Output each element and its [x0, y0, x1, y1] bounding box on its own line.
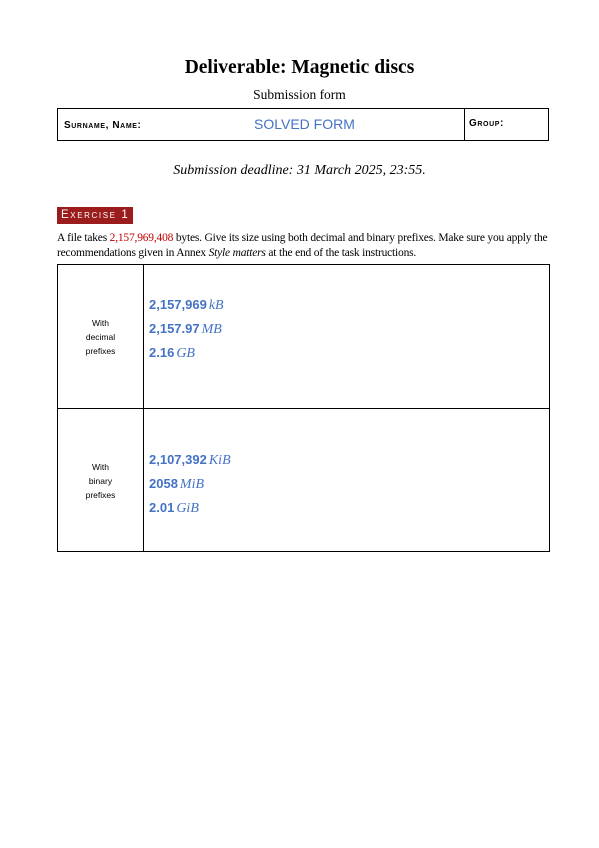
- annex-reference: Style matters: [208, 246, 266, 259]
- answer-table: [57, 264, 550, 552]
- statement-text-start: A file takes: [57, 232, 110, 244]
- document-subtitle: Submission form: [253, 87, 346, 102]
- answer-mb: [149, 317, 224, 341]
- answer-number: 2,107,392: [149, 452, 207, 467]
- label-line: prefixes: [85, 489, 116, 500]
- label-line: prefixes: [85, 345, 116, 356]
- byte-count-value: 2,157,969,408: [109, 232, 174, 244]
- answer-kb: [149, 293, 224, 317]
- binary-prefixes-label: [71, 460, 131, 502]
- label-line: decimal: [85, 331, 116, 342]
- answer-unit: kB: [208, 298, 224, 313]
- statement-text-middle: bytes. Give its size using both decimal and binary prefixes. Make sure you apply the recommendations given in Annex: [57, 232, 548, 259]
- label-line: With: [92, 461, 109, 472]
- answer-unit: GB: [176, 346, 195, 361]
- surname-name-label: Surname, Name:: [64, 120, 142, 131]
- answer-unit: KiB: [208, 453, 231, 468]
- answer-number: 2058: [149, 476, 178, 491]
- answer-number: 2.16: [149, 345, 175, 360]
- answer-unit: MiB: [179, 477, 205, 492]
- answer-kib: [149, 448, 231, 472]
- answer-unit: MB: [201, 322, 222, 337]
- answer-number: 2,157,969: [149, 297, 207, 312]
- answer-unit: GiB: [176, 501, 199, 516]
- decimal-prefixes-label: [71, 316, 131, 358]
- decimal-prefixes-label-cell: [58, 265, 144, 408]
- answer-mib: [149, 472, 231, 496]
- label-line: With: [92, 317, 109, 328]
- group-label: Group:: [469, 118, 504, 129]
- header-divider: [464, 109, 465, 140]
- document-title: Deliverable: Magnetic discs: [184, 57, 415, 78]
- statement-text-end: at the end of the task instructions.: [265, 246, 417, 259]
- answer-gib: [149, 496, 231, 520]
- decimal-answers[interactable]: [149, 293, 224, 365]
- submission-header-box: [57, 108, 549, 141]
- binary-answers[interactable]: [149, 448, 231, 520]
- binary-prefixes-row: [58, 408, 549, 552]
- decimal-prefixes-row: [58, 265, 549, 408]
- answer-number: 2,157.97: [149, 321, 200, 336]
- submission-deadline: Submission deadline: 31 March 2025, 23:55.: [173, 163, 426, 178]
- label-line: binary: [88, 475, 113, 486]
- answer-gb: [149, 341, 224, 365]
- binary-prefixes-label-cell: [58, 409, 144, 552]
- exercise-statement: [57, 231, 549, 260]
- surname-name-field[interactable]: SOLVED FORM: [254, 116, 355, 132]
- exercise-tag: Exercise 1: [57, 207, 133, 224]
- answer-number: 2.01: [149, 500, 175, 515]
